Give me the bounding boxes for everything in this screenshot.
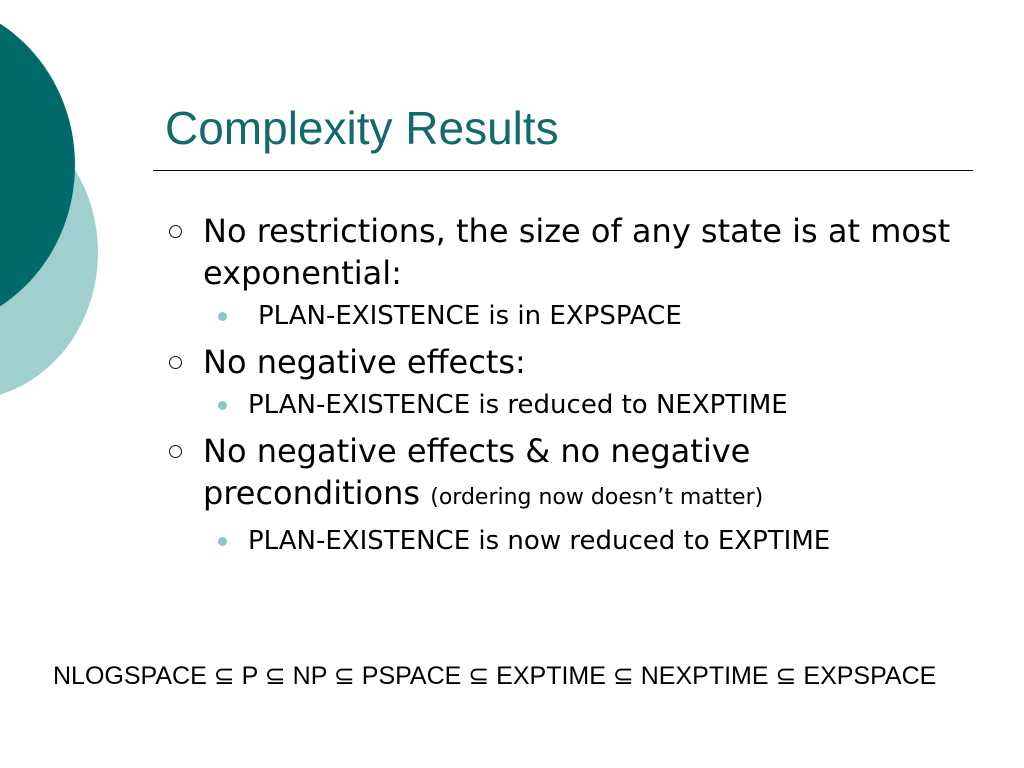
- bullet-item: [168, 341, 968, 422]
- sub-bullet-list: [203, 388, 968, 422]
- bullet-item: [168, 430, 968, 558]
- sub-bullet-list: [203, 524, 968, 558]
- dot-bullet-icon: [218, 401, 227, 410]
- dot-bullet-icon: [218, 312, 227, 321]
- bullet-note: (ordering now doesn’t matter): [430, 485, 764, 510]
- bullet-text: No negative effects & no negative preconditions: [203, 432, 751, 512]
- hollow-circle-bullet-icon: [169, 225, 182, 238]
- bullet-text: No restrictions, the size of any state is at most exponential:: [203, 212, 951, 292]
- sub-bullet-text: PLAN-EXISTENCE is reduced to NEXPTIME: [248, 390, 788, 420]
- complexity-hierarchy: NLOGSPACE ⊆ P ⊆ NP ⊆ PSPACE ⊆ EXPTIME ⊆ NEXPTIME ⊆ EXPSPACE: [53, 662, 937, 690]
- hollow-circle-bullet-icon: [169, 356, 182, 369]
- bullet-text: No negative effects:: [203, 343, 526, 381]
- hollow-circle-bullet-icon: [169, 445, 182, 458]
- sub-bullet-item: [204, 299, 968, 333]
- sub-bullet-text: PLAN-EXISTENCE is in EXPSPACE: [258, 301, 682, 331]
- title-divider: [153, 170, 973, 171]
- slide-title: Complexity Results: [165, 102, 559, 154]
- sub-bullet-text: PLAN-EXISTENCE is now reduced to EXPTIME: [248, 526, 831, 556]
- sub-bullet-item: [204, 388, 968, 422]
- sub-bullet-list: [203, 299, 968, 333]
- bullet-list: [168, 210, 968, 558]
- sub-bullet-item: [204, 524, 968, 558]
- dot-bullet-icon: [218, 537, 227, 546]
- bullet-item: [168, 210, 968, 333]
